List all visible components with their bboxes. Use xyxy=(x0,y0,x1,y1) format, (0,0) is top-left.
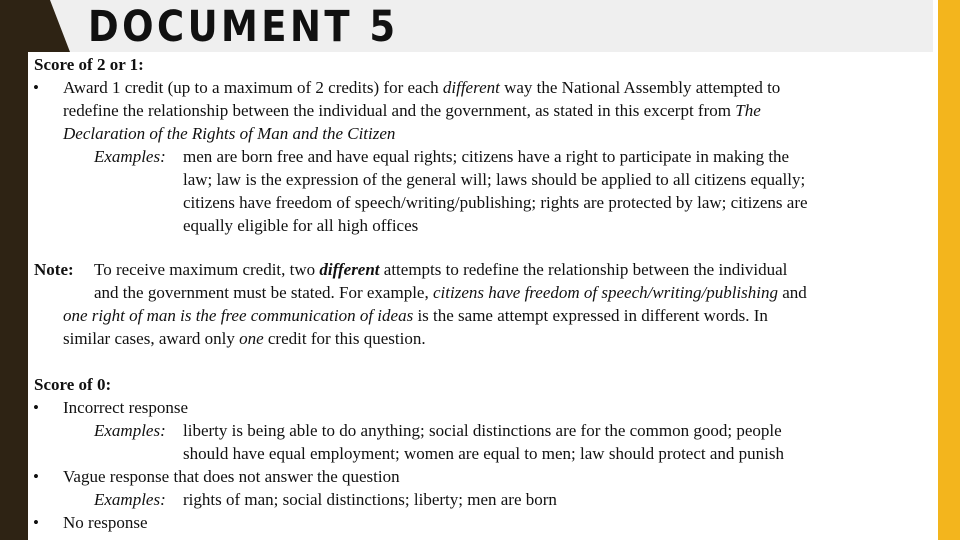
note-line-3: one right of man is the free communication of ideas is the same attempt expressed in different words. In xyxy=(63,306,768,325)
note-line-4: similar cases, award only one credit for this question. xyxy=(63,329,426,348)
no-response: No response xyxy=(63,513,148,532)
example-line: should have equal employment; women are equal to men; law should protect and punish xyxy=(183,444,784,463)
examples-label: Examples: xyxy=(94,421,166,440)
bullet-icon: • xyxy=(33,398,39,417)
bullet-icon: • xyxy=(33,513,39,532)
rubric-document xyxy=(28,52,933,540)
title-arrow-shape xyxy=(0,0,72,52)
example-line: liberty is being able to do anything; social distinctions are for the common good; people xyxy=(183,421,782,440)
note-line-2: and the government must be stated. For example, citizens have freedom of speech/writing/publishing and xyxy=(94,283,807,302)
example-line: rights of man; social distinctions; liberty; men are born xyxy=(183,490,557,509)
examples-label: Examples: xyxy=(94,147,166,166)
example-line: equally eligible for all high offices xyxy=(183,216,419,235)
incorrect-response: Incorrect response xyxy=(63,398,189,417)
left-accent-bar xyxy=(0,0,28,540)
declaration-title: Declaration of the Rights of Man and the Citizen xyxy=(63,124,396,143)
examples-label: Examples: xyxy=(94,490,166,509)
right-accent-bar xyxy=(938,0,960,540)
award-credit-line-2: redefine the relationship between the individual and the government, as stated in this excerpt from The xyxy=(63,101,761,120)
score-2-or-1-heading: Score of 2 or 1: xyxy=(34,55,144,74)
award-credit-line-1: Award 1 credit (up to a maximum of 2 credits) for each different way the National Assembly attempted to xyxy=(63,78,781,97)
bullet-icon: • xyxy=(33,467,39,486)
note-label: Note: xyxy=(34,260,74,279)
slide-title: DOCUMENT 5 xyxy=(88,2,399,52)
bullet-icon: • xyxy=(33,78,39,97)
vague-response: Vague response that does not answer the question xyxy=(63,467,400,486)
score-0-heading: Score of 0: xyxy=(34,375,112,394)
example-line: citizens have freedom of speech/writing/publishing; rights are protected by law; citizens are xyxy=(183,193,808,212)
note-line-1: To receive maximum credit, two different attempts to redefine the relationship between the individual xyxy=(94,260,788,279)
example-line: men are born free and have equal rights; citizens have a right to participate in making the xyxy=(183,147,790,166)
example-line: law; law is the expression of the general will; laws should be applied to all citizens equally; xyxy=(183,170,806,189)
